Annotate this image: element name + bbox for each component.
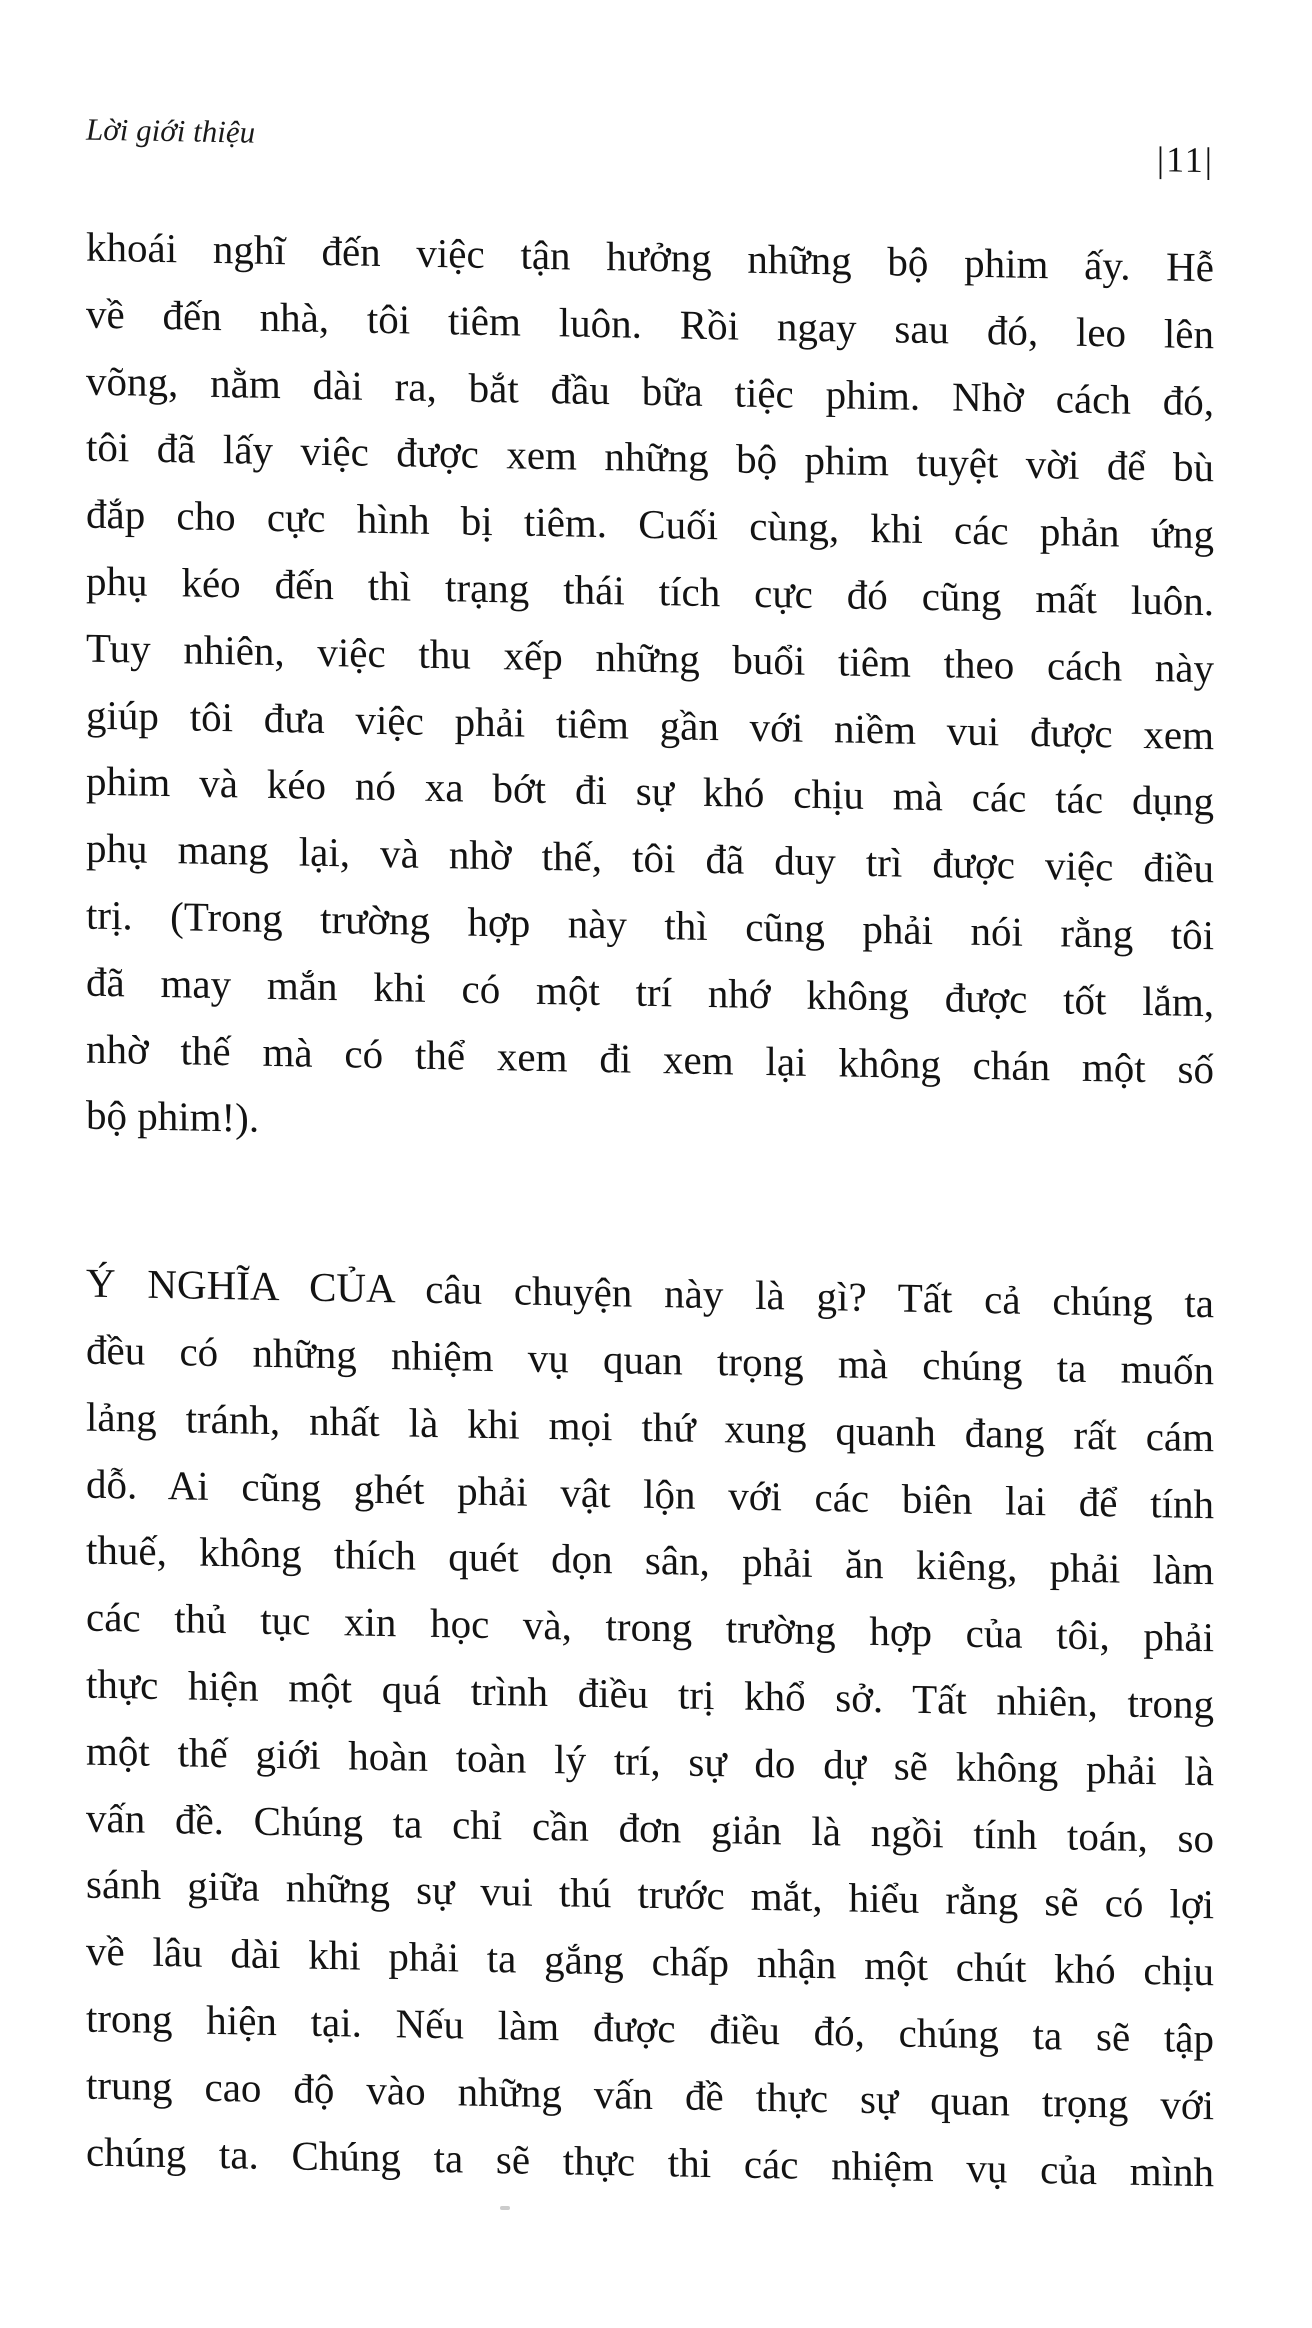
page-number: |11| bbox=[1156, 139, 1214, 181]
text-line: khoái nghĩ đến việc tận hưởng những bộ phim ấy. Hễ bbox=[86, 223, 1214, 291]
text-line: nhờ thế mà có thể xem đi xem lại không chán một số bbox=[86, 1025, 1214, 1092]
text-line: về lâu dài khi phải ta gắng chấp nhận một chút khó chịu bbox=[86, 1927, 1214, 1995]
text-line: trong hiện tại. Nếu làm được điều đó, chúng ta sẽ tập bbox=[86, 1994, 1214, 2062]
text-line: sánh giữa những sự vui thú trước mắt, hiểu rằng sẽ có lợi bbox=[86, 1860, 1214, 1928]
text-line: Tuy nhiên, việc thu xếp những buổi tiêm theo cách này bbox=[86, 624, 1214, 692]
text-line: lảng tránh, nhất là khi mọi thứ xung quanh đang rất cám bbox=[86, 1393, 1214, 1461]
scan-speck bbox=[500, 2206, 510, 2210]
text-line: đã may mắn khi có một trí nhớ không được tốt lắm, bbox=[86, 958, 1214, 1026]
text-line: về đến nhà, tôi tiêm luôn. Rồi ngay sau đó, leo lên bbox=[86, 290, 1214, 358]
paragraph-2 bbox=[86, 1250, 1214, 2206]
text-line: Ý NGHĨA CỦA câu chuyện này là gì? Tất cả chúng ta bbox=[86, 1259, 1214, 1327]
text-line: võng, nằm dài ra, bắt đầu bữa tiệc phim. Nhờ cách đó, bbox=[86, 357, 1214, 424]
text-line: một thế giới hoàn toàn lý trí, sự do dự sẽ không phải là bbox=[86, 1727, 1214, 1794]
paragraph-1 bbox=[86, 214, 1214, 1170]
text-line: phụ kéo đến thì trạng thái tích cực đó cũng mất luôn. bbox=[86, 557, 1214, 625]
text-line: các thủ tục xin học và, trong trường hợp của tôi, phải bbox=[86, 1593, 1214, 1661]
text-line: trung cao độ vào những vấn đề thực sự quan trọng với bbox=[86, 2061, 1214, 2128]
text-line: trị. (Trong trường hợp này thì cũng phải nói rằng tôi bbox=[86, 891, 1214, 959]
text-line: chúng ta. Chúng ta sẽ thực thi các nhiệm vụ của mình bbox=[86, 2128, 1214, 2195]
text-line: dỗ. Ai cũng ghét phải vật lộn với các biên lai để tính bbox=[86, 1460, 1214, 1527]
text-line: đắp cho cực hình bị tiêm. Cuối cùng, khi các phản ứng bbox=[86, 490, 1214, 558]
running-title: Lời giới thiệu bbox=[86, 111, 256, 150]
text-line: phụ mang lại, và nhờ thế, tôi đã duy trì được việc điều bbox=[86, 824, 1214, 892]
page-body bbox=[86, 214, 1214, 2206]
page-header bbox=[86, 110, 1214, 183]
text-line: thực hiện một quá trình điều trị khổ sở. Tất nhiên, trong bbox=[86, 1660, 1214, 1728]
text-line: tôi đã lấy việc được xem những bộ phim tuyệt vời để bù bbox=[86, 423, 1214, 491]
text-line: bộ phim!). bbox=[86, 1091, 260, 1142]
text-line: phim và kéo nó xa bớt đi sự khó chịu mà các tác dụng bbox=[86, 757, 1214, 825]
paragraph-1-lines bbox=[86, 214, 1214, 1103]
text-line: thuế, không thích quét dọn sân, phải ăn kiêng, phải làm bbox=[86, 1526, 1214, 1594]
text-line: đều có những nhiệm vụ quan trọng mà chúng ta muốn bbox=[86, 1326, 1214, 1394]
paragraph-2-lines bbox=[86, 1250, 1214, 2206]
text-line: vấn đề. Chúng ta chỉ cần đơn giản là ngồi tính toán, so bbox=[86, 1794, 1214, 1861]
text-line: giúp tôi đưa việc phải tiêm gần với niềm vui được xem bbox=[86, 691, 1214, 758]
